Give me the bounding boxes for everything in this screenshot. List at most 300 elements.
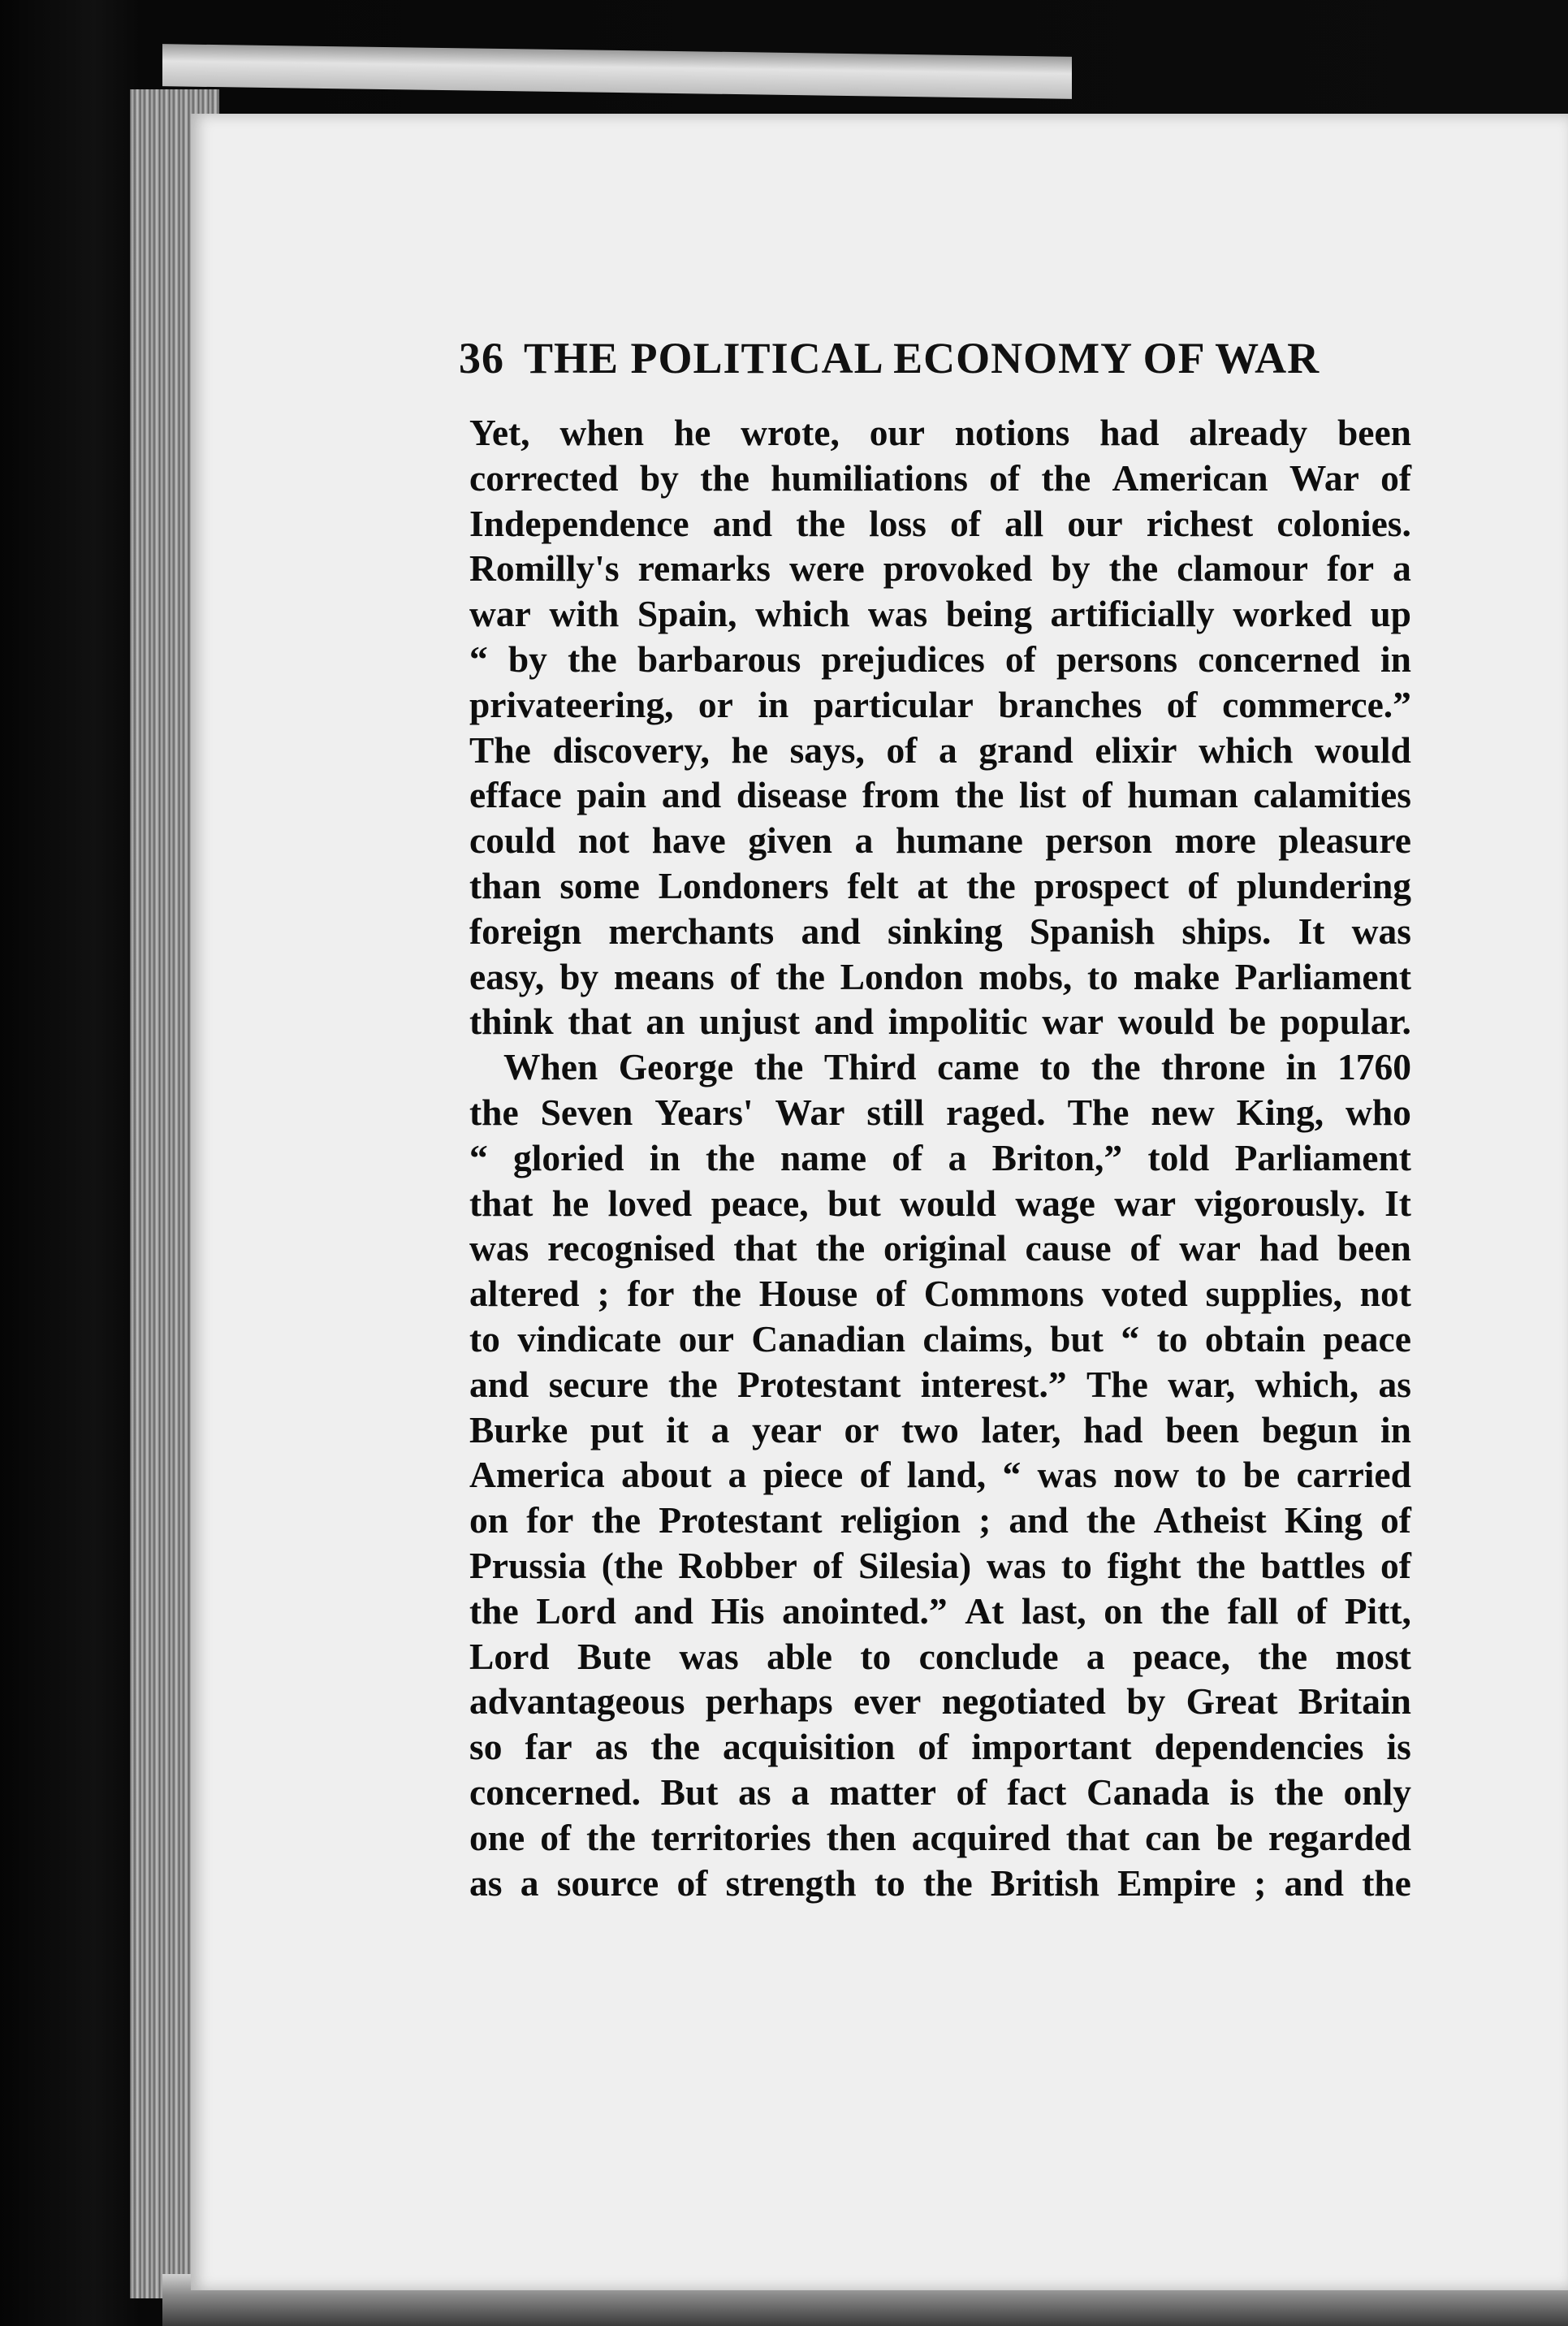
- word: and: [1009, 1499, 1069, 1541]
- word: of: [1380, 1499, 1411, 1541]
- word: the: [1362, 1861, 1411, 1904]
- text-line: [469, 999, 1411, 1044]
- word: pleasure: [1278, 819, 1411, 862]
- word: battles: [1260, 1544, 1366, 1586]
- word: to: [1156, 1317, 1188, 1360]
- word: last,: [1021, 1589, 1086, 1632]
- word: the: [796, 502, 845, 544]
- word: unjust: [699, 1001, 801, 1043]
- word: American: [1112, 456, 1268, 499]
- word: our: [678, 1317, 734, 1360]
- word: the: [591, 1499, 641, 1541]
- word: voted: [1101, 1273, 1188, 1315]
- word: War: [1289, 456, 1359, 499]
- word: Empire: [1117, 1861, 1236, 1904]
- word: the: [586, 1816, 636, 1858]
- word: the: [1196, 1544, 1246, 1586]
- word: disease: [736, 774, 848, 816]
- text-line: [469, 1589, 1411, 1634]
- word: the: [923, 1861, 973, 1904]
- word: be: [1229, 1001, 1266, 1043]
- word: of: [892, 1136, 923, 1178]
- word: It: [1384, 1182, 1411, 1224]
- text-line: [469, 1815, 1411, 1861]
- word: is: [1386, 1726, 1411, 1768]
- word: more: [1174, 819, 1256, 862]
- word: source: [556, 1861, 659, 1904]
- word: altered: [469, 1273, 580, 1315]
- word: that: [469, 1182, 533, 1224]
- word: “: [469, 638, 488, 680]
- word: war: [1179, 1227, 1241, 1269]
- word: an: [646, 1001, 685, 1043]
- word: the: [706, 1136, 755, 1178]
- word: up: [1370, 593, 1411, 635]
- word: to: [860, 1635, 892, 1677]
- word: in: [649, 1136, 680, 1178]
- word: anointed.”: [782, 1589, 948, 1632]
- text-line: [469, 410, 1411, 456]
- word: given: [748, 819, 832, 862]
- word: territories: [650, 1816, 811, 1858]
- word: At: [965, 1589, 1004, 1632]
- word: of: [918, 1726, 949, 1768]
- word: strength: [725, 1861, 857, 1904]
- word: than: [469, 864, 542, 906]
- word: our: [1067, 502, 1123, 544]
- word: still: [866, 1091, 925, 1133]
- word: name: [780, 1136, 867, 1178]
- text-line: [469, 909, 1411, 954]
- text-line: [469, 1861, 1411, 1906]
- word: ;: [978, 1499, 991, 1541]
- word: the: [469, 1091, 519, 1133]
- word: impolitic: [888, 1001, 1028, 1043]
- word: loss: [869, 502, 927, 544]
- word: Spanish: [1029, 910, 1155, 952]
- word: Canadian: [751, 1317, 906, 1360]
- word: been: [1337, 412, 1411, 453]
- word: fall: [1227, 1589, 1279, 1632]
- word: The: [469, 728, 531, 771]
- word: would: [1315, 728, 1411, 771]
- word: ;: [597, 1273, 610, 1315]
- word: Bute: [577, 1635, 651, 1677]
- word: the: [815, 1227, 866, 1269]
- word: of: [812, 1544, 844, 1586]
- word: notions: [954, 412, 1070, 453]
- word: London: [840, 955, 964, 997]
- word: in: [1380, 638, 1411, 680]
- word: who: [1346, 1091, 1411, 1133]
- word: merchants: [608, 910, 775, 952]
- word: acquisition: [722, 1726, 896, 1768]
- word: a: [1086, 1635, 1105, 1677]
- word: “: [469, 1136, 488, 1178]
- word: regarded: [1268, 1816, 1411, 1858]
- word: felt: [847, 864, 899, 906]
- word: the: [668, 1363, 718, 1405]
- word: to: [1039, 1046, 1071, 1088]
- word: Britain: [1298, 1680, 1411, 1723]
- word: piece: [762, 1454, 844, 1496]
- word: all: [1004, 502, 1044, 544]
- text-line: [469, 501, 1411, 547]
- word: most: [1335, 1635, 1411, 1677]
- word: vigorously.: [1194, 1182, 1366, 1224]
- text-line: [469, 1407, 1411, 1453]
- word: for: [526, 1499, 574, 1541]
- word: easy,: [469, 955, 545, 997]
- word: colonies.: [1276, 502, 1411, 544]
- word: carried: [1296, 1454, 1411, 1496]
- word: grand: [978, 728, 1073, 771]
- text-line: [469, 1271, 1411, 1316]
- word: of: [1130, 1227, 1161, 1269]
- word: to: [1087, 955, 1118, 997]
- word: had: [1099, 412, 1160, 453]
- text-line: [469, 1044, 1411, 1090]
- text-line: [469, 954, 1411, 1000]
- word: one: [469, 1816, 525, 1858]
- word: of: [540, 1816, 572, 1858]
- word: was: [867, 593, 928, 635]
- text-line: [469, 863, 1411, 909]
- word: important: [971, 1726, 1132, 1768]
- word: recognised: [547, 1227, 715, 1269]
- word: then: [826, 1816, 896, 1858]
- text-line: [469, 1181, 1411, 1226]
- word: on: [1104, 1589, 1143, 1632]
- word: (the: [601, 1544, 663, 1586]
- word: His: [711, 1589, 765, 1632]
- word: But: [660, 1770, 719, 1813]
- text-line: [469, 1226, 1411, 1271]
- word: America: [469, 1454, 605, 1496]
- word: but: [1050, 1317, 1104, 1360]
- word: and: [712, 502, 773, 544]
- word: foreign: [469, 910, 582, 952]
- word: British: [990, 1861, 1099, 1904]
- text-line: [469, 1090, 1411, 1135]
- word: the: [1108, 547, 1159, 590]
- word: our: [869, 412, 925, 453]
- word: of: [1166, 683, 1198, 725]
- word: conclude: [918, 1635, 1059, 1677]
- word: it: [666, 1408, 689, 1451]
- word: the: [954, 774, 1004, 816]
- word: loved: [607, 1182, 693, 1224]
- word: not: [1359, 1273, 1411, 1315]
- word: supplies,: [1205, 1273, 1342, 1315]
- word: not: [577, 819, 630, 862]
- word: 1760: [1337, 1046, 1411, 1088]
- word: a: [854, 819, 874, 862]
- word: be: [1216, 1816, 1253, 1858]
- word: peace: [1323, 1317, 1411, 1360]
- word: Third: [823, 1046, 917, 1088]
- word: dependencies: [1154, 1726, 1364, 1768]
- word: told: [1147, 1136, 1210, 1178]
- word: Parliament: [1234, 1136, 1411, 1178]
- word: plundering: [1237, 864, 1411, 906]
- text-line: [469, 591, 1411, 637]
- word: throne: [1161, 1046, 1266, 1088]
- word: make: [1133, 955, 1220, 997]
- word: a: [939, 728, 957, 771]
- word: a: [711, 1408, 730, 1451]
- word: Great: [1186, 1680, 1278, 1723]
- text-line: [469, 546, 1411, 591]
- word: with: [549, 593, 620, 635]
- word: wrote,: [741, 412, 840, 453]
- word: Silesia): [858, 1544, 972, 1586]
- word: so: [469, 1726, 503, 1768]
- word: able: [767, 1635, 832, 1677]
- word: vindicate: [517, 1317, 662, 1360]
- word: war,: [1168, 1363, 1236, 1405]
- word: was: [1351, 910, 1411, 952]
- word: ships.: [1181, 910, 1272, 952]
- word: was: [986, 1544, 1047, 1586]
- word: “: [1002, 1454, 1022, 1496]
- word: a: [520, 1861, 539, 1904]
- word: to: [874, 1861, 905, 1904]
- word: human: [1127, 774, 1238, 816]
- word: for: [627, 1273, 675, 1315]
- word: pain: [577, 774, 647, 816]
- word: land,: [906, 1454, 987, 1496]
- word: been: [1337, 1227, 1411, 1269]
- word: two: [901, 1408, 959, 1451]
- word: of: [729, 955, 761, 997]
- word: war: [1042, 1001, 1104, 1043]
- word: of: [1380, 1544, 1411, 1586]
- word: of: [676, 1861, 708, 1904]
- running-head-title: THE POLITICAL ECONOMY OF WAR: [524, 334, 1320, 383]
- word: negotiated: [941, 1680, 1106, 1723]
- word: he: [551, 1182, 590, 1224]
- word: at: [917, 864, 948, 906]
- word: calamities: [1253, 774, 1411, 816]
- word: the: [650, 1726, 700, 1768]
- word: efface: [469, 774, 562, 816]
- word: obtain: [1204, 1317, 1306, 1360]
- text-line: [469, 1498, 1411, 1543]
- word: the: [1258, 1635, 1308, 1677]
- word: It: [1298, 910, 1325, 952]
- text-line: [469, 1135, 1411, 1181]
- word: Commons: [923, 1273, 1084, 1315]
- word: and: [1284, 1861, 1344, 1904]
- word: a: [791, 1770, 810, 1813]
- word: peace,: [1133, 1635, 1231, 1677]
- word: clamour: [1177, 547, 1308, 590]
- word: a: [1393, 547, 1411, 590]
- word: in: [1285, 1046, 1317, 1088]
- word: the: [775, 955, 825, 997]
- word: Spain,: [637, 593, 737, 635]
- word: would: [1117, 1001, 1215, 1043]
- word: and: [469, 1363, 529, 1405]
- word: Years': [654, 1091, 754, 1133]
- word: that: [568, 1001, 632, 1043]
- word: Robber: [678, 1544, 797, 1586]
- word: list: [1018, 774, 1067, 816]
- word: as: [469, 1861, 503, 1904]
- text-line: [469, 456, 1411, 501]
- word: the: [1160, 1589, 1210, 1632]
- word: discovery,: [552, 728, 710, 771]
- word: have: [651, 819, 726, 862]
- word: of: [1081, 774, 1112, 816]
- word: of: [859, 1454, 891, 1496]
- word: by: [1126, 1680, 1166, 1723]
- word: was: [469, 1227, 529, 1269]
- text-line: [469, 772, 1411, 818]
- word: he: [731, 728, 768, 771]
- word: perhaps: [705, 1680, 833, 1723]
- word: in: [758, 683, 789, 725]
- word: religion: [840, 1499, 961, 1541]
- word: but: [827, 1182, 881, 1224]
- word: of: [1187, 864, 1219, 906]
- word: had: [1083, 1408, 1143, 1451]
- word: of: [950, 502, 981, 544]
- word: of: [1380, 456, 1411, 499]
- text-line: [469, 1452, 1411, 1498]
- word: the: [1091, 1046, 1141, 1088]
- text-line: [469, 1770, 1411, 1815]
- word: Romilly's: [469, 547, 620, 590]
- word: been: [1165, 1408, 1239, 1451]
- word: “: [1121, 1317, 1140, 1360]
- word: by: [508, 638, 547, 680]
- word: to: [469, 1317, 500, 1360]
- word: the: [1086, 1499, 1136, 1541]
- word: and: [633, 1589, 693, 1632]
- word: as: [738, 1770, 771, 1813]
- word: for: [1327, 547, 1375, 590]
- word: of: [875, 1273, 906, 1315]
- word: already: [1189, 412, 1308, 453]
- word: as: [1378, 1363, 1411, 1405]
- word: the: [1041, 456, 1091, 499]
- word: popular.: [1280, 1001, 1411, 1043]
- word: means: [613, 955, 715, 997]
- word: The: [1086, 1363, 1148, 1405]
- word: artificially: [1050, 593, 1215, 635]
- word: prospect: [1034, 864, 1169, 906]
- word: Briton,”: [991, 1136, 1123, 1178]
- word: when: [559, 412, 645, 453]
- word: Yet,: [469, 412, 530, 453]
- word: barbarous: [637, 638, 801, 680]
- word: the: [692, 1273, 741, 1315]
- word: were: [789, 547, 865, 590]
- word: a: [728, 1454, 747, 1496]
- text-line: [469, 637, 1411, 682]
- word: Protestant: [659, 1499, 823, 1541]
- word: humane: [896, 819, 1023, 862]
- word: gloried: [513, 1136, 624, 1178]
- word: persons: [1056, 638, 1178, 680]
- word: Seven: [540, 1091, 633, 1133]
- word: secure: [548, 1363, 649, 1405]
- word: by: [639, 456, 679, 499]
- word: and: [814, 1001, 875, 1043]
- word: came: [937, 1046, 1020, 1088]
- word: war: [1114, 1182, 1177, 1224]
- word: some: [559, 864, 640, 906]
- word: ;: [1254, 1861, 1267, 1904]
- word: be: [1242, 1454, 1281, 1496]
- word: particular: [813, 683, 974, 725]
- word: concerned.: [469, 1770, 641, 1813]
- word: concerned: [1198, 638, 1360, 680]
- word: humiliations: [771, 456, 968, 499]
- word: provoked: [883, 547, 1033, 590]
- word: original: [883, 1227, 1007, 1269]
- word: which: [755, 593, 850, 635]
- word: put: [590, 1408, 644, 1451]
- word: was: [679, 1635, 739, 1677]
- word: Independence: [469, 502, 689, 544]
- word: claims,: [922, 1317, 1033, 1360]
- word: ever: [853, 1680, 922, 1723]
- word: Prussia: [469, 1544, 587, 1586]
- word: King: [1284, 1499, 1363, 1541]
- word: interest.”: [920, 1363, 1067, 1405]
- word: war: [469, 593, 531, 635]
- word: to: [1195, 1454, 1227, 1496]
- word: prejudices: [821, 638, 985, 680]
- word: of: [956, 1770, 987, 1813]
- word: advantageous: [469, 1680, 685, 1723]
- word: which: [1199, 728, 1294, 771]
- word: of: [1296, 1589, 1328, 1632]
- text-line: [469, 1724, 1411, 1770]
- text-line: [469, 1634, 1411, 1680]
- word: year: [751, 1408, 822, 1451]
- word: branches: [998, 683, 1143, 725]
- word: Parliament: [1234, 955, 1411, 997]
- word: mobs,: [978, 955, 1073, 997]
- word: in: [1380, 1408, 1411, 1451]
- word: matter: [829, 1770, 936, 1813]
- word: commerce.”: [1222, 683, 1411, 725]
- word: as: [594, 1726, 628, 1768]
- text-line: [469, 1679, 1411, 1724]
- word: The: [1067, 1091, 1130, 1133]
- text-line: [469, 1362, 1411, 1407]
- word: Atheist: [1153, 1499, 1267, 1541]
- word: of: [1004, 638, 1036, 680]
- word: would: [900, 1182, 996, 1224]
- word: the: [966, 864, 1016, 906]
- word: only: [1343, 1770, 1411, 1813]
- word: King,: [1236, 1091, 1324, 1133]
- word: the: [568, 638, 617, 680]
- word: the: [700, 456, 749, 499]
- word: on: [469, 1499, 509, 1541]
- word: and: [661, 774, 722, 816]
- text-line: [469, 1316, 1411, 1362]
- word: When: [503, 1046, 598, 1088]
- word: corrected: [469, 456, 619, 499]
- word: fight: [1107, 1544, 1181, 1586]
- word: could: [469, 819, 556, 862]
